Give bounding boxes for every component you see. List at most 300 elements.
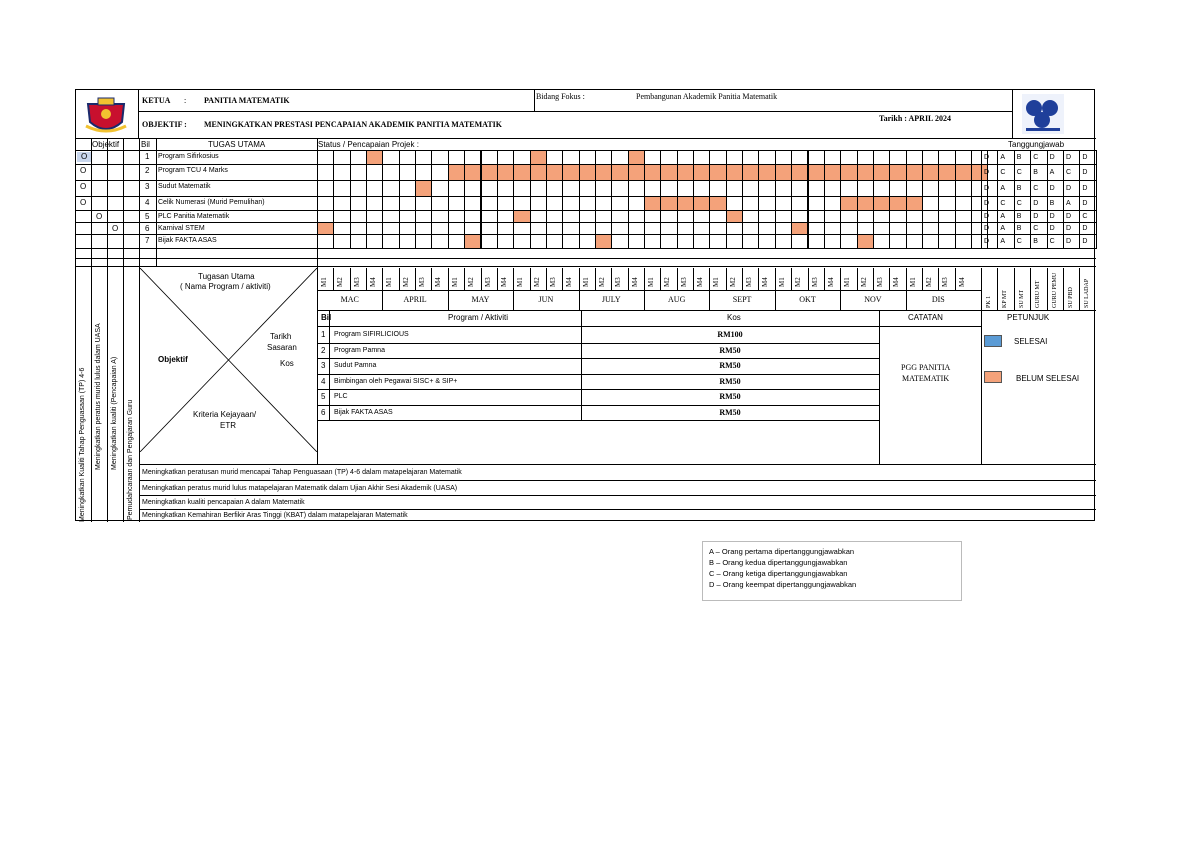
- week-label: M1: [647, 277, 655, 287]
- cost-bil: 6: [321, 407, 326, 417]
- responsibility-cell: D: [1063, 180, 1080, 197]
- diagram-objektif: Objektif: [158, 355, 188, 364]
- responsibility-cell: D: [1079, 196, 1096, 211]
- responsibility-cell: B: [1014, 222, 1031, 235]
- task-name: Sudut Matematik: [158, 183, 211, 190]
- timeline-cell: [530, 180, 547, 197]
- task-name: Program Sifirkosius: [158, 153, 219, 160]
- task-bil: 6: [145, 224, 150, 233]
- timeline-cell: [857, 164, 874, 181]
- timeline-cell: [824, 196, 841, 211]
- timeline-cell: [889, 234, 906, 249]
- timeline-cell: [448, 164, 465, 181]
- week-label: M4: [630, 277, 639, 287]
- timeline-cell: [922, 150, 939, 165]
- legend-d: D – Orang keempat dipertanggungjawabkan: [709, 580, 857, 589]
- cost-program: Program SIFIRLICIOUS: [334, 331, 409, 338]
- belum-selesai-swatch: [984, 371, 1002, 383]
- timeline-cell: [579, 164, 596, 181]
- timeline-cell: [611, 234, 628, 249]
- timeline-cell: [955, 196, 972, 211]
- timeline-cell: [464, 150, 481, 165]
- timeline-cell: [497, 234, 514, 249]
- responsibility-cell: D: [981, 180, 998, 197]
- diagram-kos: Kos: [280, 359, 294, 368]
- timeline-cell: [415, 164, 432, 181]
- timeline-cell: [840, 164, 857, 181]
- task-bil: 1: [145, 152, 150, 161]
- timeline-cell: [857, 180, 874, 197]
- responsibility-cell: A: [1063, 196, 1080, 211]
- timeline-cell: [530, 150, 547, 165]
- week-label: M3: [483, 277, 492, 287]
- responsibility-cell: D: [1063, 210, 1080, 223]
- timeline-cell: [579, 150, 596, 165]
- timeline-cell: [595, 234, 612, 249]
- timeline-cell: [808, 164, 825, 181]
- week-label: M1: [581, 277, 590, 287]
- timeline-cell: [824, 150, 841, 165]
- timeline-cell: [922, 164, 939, 181]
- diagram-sasaran: Sasaran: [267, 343, 297, 352]
- role-label: KP MT: [1002, 290, 1009, 308]
- timeline-cell: [955, 164, 972, 181]
- week-label: M3: [875, 277, 884, 287]
- timeline-cell: [448, 180, 465, 197]
- timeline-cell: [317, 180, 334, 197]
- timeline-cell: [726, 180, 743, 197]
- responsibility-cell: D: [1063, 234, 1080, 249]
- responsibility-cell: D: [1079, 164, 1096, 181]
- week-label: M3: [745, 277, 754, 287]
- month-label: APRIL: [403, 295, 427, 304]
- timeline-cell: [546, 150, 563, 165]
- timeline-cell: [415, 180, 432, 197]
- month-label: MAY: [471, 295, 490, 304]
- ketua-label: KETUA: [142, 96, 171, 105]
- timeline-cell: [775, 150, 792, 165]
- responsibility-cell: D: [981, 234, 998, 249]
- timeline-cell: [906, 150, 923, 165]
- timeline-cell: [644, 180, 661, 197]
- timeline-cell: [906, 164, 923, 181]
- diagram-tugasan-1: Tugasan Utama: [198, 272, 255, 281]
- responsibility-cell: C: [1047, 234, 1064, 249]
- bidang-value: Pembangunan Akademik Panitia Matematik: [636, 92, 778, 101]
- timeline-cell: [579, 196, 596, 211]
- timeline-cell: [513, 150, 530, 165]
- timeline-cell: [693, 150, 710, 165]
- timeline-cell: [530, 196, 547, 211]
- timeline-cell: [579, 234, 596, 249]
- timeline-cell: [562, 164, 579, 181]
- timeline-cell: [546, 180, 563, 197]
- timeline-cell: [546, 196, 563, 211]
- timeline-cell: [808, 234, 825, 249]
- timeline-cell: [938, 150, 955, 165]
- timeline-cell: [660, 150, 677, 165]
- responsibility-cell: B: [1030, 164, 1047, 181]
- objektif-header: Objektif: [92, 140, 120, 149]
- timeline-cell: [938, 180, 955, 197]
- week-label: M1: [385, 277, 394, 287]
- timeline-cell: [415, 196, 432, 211]
- week-label: M1: [777, 277, 786, 287]
- responsibility-legend: [702, 541, 962, 601]
- status-header: Status / Pencapaian Projek :: [318, 140, 419, 149]
- timeline-cell: [709, 196, 726, 211]
- timeline-cell: [399, 234, 416, 249]
- responsibility-cell: D: [1047, 222, 1064, 235]
- task-bil: 7: [145, 236, 150, 245]
- timeline-cell: [399, 164, 416, 181]
- responsibility-cell: C: [1079, 210, 1096, 223]
- catatan-header: CATATAN: [908, 313, 943, 322]
- timeline-cell: [431, 196, 448, 211]
- responsibility-cell: D: [1079, 150, 1096, 165]
- role-label: GURU MT: [1035, 280, 1042, 308]
- month-label: JULY: [601, 295, 621, 304]
- cost-program-header: Program / Aktiviti: [448, 313, 509, 322]
- week-label: M2: [859, 277, 868, 287]
- timeline-cell: [644, 234, 661, 249]
- timeline-cell: [366, 180, 383, 197]
- responsibility-cell: D: [981, 222, 998, 235]
- timeline-cell: [775, 164, 792, 181]
- timeline-cell: [840, 150, 857, 165]
- responsibility-cell: C: [1030, 180, 1047, 197]
- timeline-cell: [709, 180, 726, 197]
- timeline-cell: [873, 234, 890, 249]
- objective-vertical-1: Meningkatkan Kualiti Tahap Penguasaan (TP) 4-6: [79, 367, 86, 522]
- legend-b: B – Orang kedua dipertanggungjawabkan: [709, 558, 848, 567]
- timeline-cell: [677, 150, 694, 165]
- planning-sheet: [75, 89, 1095, 521]
- timeline-cell: [873, 180, 890, 197]
- timeline-cell: [481, 196, 498, 211]
- role-label: SU PBD: [1068, 287, 1074, 308]
- cost-bil: 4: [321, 376, 326, 386]
- week-label: M2: [597, 277, 606, 287]
- week-label: M1: [908, 277, 917, 287]
- timeline-cell: [660, 234, 677, 249]
- objective-vertical-3: Meningkatkan kualiti (Pencapaian A): [111, 356, 118, 470]
- responsibility-cell: D: [1079, 234, 1096, 249]
- timeline-cell: [922, 180, 939, 197]
- timeline-cell: [382, 164, 399, 181]
- timeline-cell: [366, 150, 383, 165]
- responsibility-cell: D: [981, 210, 998, 223]
- timeline-cell: [464, 164, 481, 181]
- timeline-cell: [840, 196, 857, 211]
- task-bil: 3: [145, 182, 150, 191]
- task-bil: 4: [145, 198, 150, 207]
- timeline-cell: [595, 164, 612, 181]
- objective-vertical-2: Meningkatkan peratus murid lulus dalam UASA: [95, 323, 102, 470]
- responsibility-cell: D: [1047, 210, 1064, 223]
- timeline-cell: [513, 234, 530, 249]
- timeline-cell: [791, 180, 808, 197]
- responsibility-cell: A: [1047, 164, 1064, 181]
- timeline-cell: [775, 180, 792, 197]
- timeline-cell: [693, 196, 710, 211]
- timeline-cell: [628, 150, 645, 165]
- week-label: M3: [941, 277, 950, 287]
- timeline-cell: [677, 234, 694, 249]
- timeline-cell: [791, 150, 808, 165]
- ministry-logo-icon: [1022, 94, 1064, 134]
- cost-kos: RM50: [719, 345, 741, 355]
- week-label: M1: [712, 277, 721, 287]
- task-name: Bijak FAKTA ASAS: [158, 237, 217, 244]
- month-label: JUN: [538, 295, 554, 304]
- timeline-cell: [350, 150, 367, 165]
- timeline-cell: [775, 196, 792, 211]
- timeline-cell: [693, 164, 710, 181]
- timeline-cell: [333, 180, 350, 197]
- timeline-cell: [513, 196, 530, 211]
- timeline-cell: [350, 164, 367, 181]
- diagram-kriteria-1: Kriteria Kejayaan/: [193, 410, 257, 419]
- timeline-cell: [611, 180, 628, 197]
- timeline-cell: [906, 234, 923, 249]
- timeline-cell: [366, 164, 383, 181]
- timeline-cell: [464, 196, 481, 211]
- timeline-cell: [333, 234, 350, 249]
- week-label: M3: [548, 277, 557, 287]
- cost-bil: 1: [321, 330, 326, 339]
- timeline-cell: [366, 234, 383, 249]
- timeline-cell: [857, 234, 874, 249]
- role-label: GURU PEMU: [1051, 272, 1058, 308]
- task-objective-mark: O: [112, 224, 119, 233]
- timeline-cell: [955, 234, 972, 249]
- cost-bil: 2: [321, 345, 326, 355]
- timeline-cell: [644, 196, 661, 211]
- timeline-cell: [742, 234, 759, 249]
- timeline-cell: [448, 196, 465, 211]
- timeline-cell: [808, 180, 825, 197]
- timeline-cell: [808, 196, 825, 211]
- timeline-cell: [955, 150, 972, 165]
- tanggungjawab-header: Tanggungjawab: [1008, 140, 1065, 149]
- timeline-cell: [546, 234, 563, 249]
- timeline-cell: [546, 164, 563, 181]
- timeline-cell: [758, 150, 775, 165]
- timeline-cell: [481, 164, 498, 181]
- timeline-cell: [317, 196, 334, 211]
- timeline-cell: [448, 150, 465, 165]
- timeline-cell: [922, 234, 939, 249]
- cost-program: Bimbingan oleh Pegawai SISC+ & SIP+: [334, 377, 458, 385]
- timeline-cell: [481, 150, 498, 165]
- role-label: PK 1: [986, 295, 992, 308]
- timeline-cell: [595, 150, 612, 165]
- objective-row-4: Meningkatkan Kemahiran Berfikir Aras Tinggi (KBAT) dalam matapelajaran Matematik: [142, 512, 408, 519]
- timeline-cell: [824, 234, 841, 249]
- timeline-cell: [840, 180, 857, 197]
- timeline-cell: [464, 234, 481, 249]
- timeline-cell: [709, 164, 726, 181]
- school-crest-icon: [84, 96, 128, 136]
- timeline-cell: [317, 164, 334, 181]
- timeline-cell: [431, 164, 448, 181]
- responsibility-cell: B: [1014, 210, 1031, 223]
- timeline-cell: [709, 150, 726, 165]
- week-label: M2: [467, 277, 476, 287]
- timeline-cell: [415, 150, 432, 165]
- responsibility-cell: D: [981, 150, 998, 165]
- timeline-cell: [595, 196, 612, 211]
- week-label: M2: [336, 277, 345, 287]
- timeline-cell: [611, 164, 628, 181]
- responsibility-cell: C: [1014, 234, 1031, 249]
- responsibility-cell: A: [997, 210, 1014, 223]
- tugas-header: TUGAS UTAMA: [208, 140, 266, 149]
- timeline-cell: [350, 234, 367, 249]
- timeline-cell: [677, 164, 694, 181]
- timeline-cell: [742, 180, 759, 197]
- task-bil: 5: [145, 212, 150, 221]
- task-objective-mark: O: [80, 182, 87, 191]
- timeline-cell: [350, 196, 367, 211]
- task-objective-mark: O: [77, 152, 91, 162]
- timeline-cell: [857, 150, 874, 165]
- timeline-cell: [677, 180, 694, 197]
- petunjuk-header: PETUNJUK: [1007, 313, 1050, 322]
- timeline-cell: [464, 180, 481, 197]
- responsibility-cell: C: [1014, 196, 1031, 211]
- month-label: AUG: [668, 295, 686, 304]
- role-label: SU LADAP: [1084, 278, 1091, 308]
- timeline-cell: [726, 196, 743, 211]
- week-label: M4: [565, 277, 574, 287]
- timeline-cell: [726, 164, 743, 181]
- timeline-cell: [628, 180, 645, 197]
- catatan-value-2: MATEMATIK: [902, 374, 950, 383]
- timeline-cell: [481, 234, 498, 249]
- timeline-cell: [857, 196, 874, 211]
- timeline-cell: [530, 164, 547, 181]
- selesai-label: SELESAI: [1014, 337, 1048, 346]
- timeline-cell: [922, 196, 939, 211]
- week-label: M4: [826, 277, 835, 287]
- responsibility-cell: D: [981, 196, 998, 211]
- timeline-cell: [677, 196, 694, 211]
- timeline-cell: [726, 234, 743, 249]
- timeline-cell: [791, 164, 808, 181]
- timeline-cell: [431, 180, 448, 197]
- timeline-cell: [350, 180, 367, 197]
- responsibility-cell: D: [1079, 222, 1096, 235]
- diagram-tarikh: Tarikh: [270, 332, 292, 341]
- objective-row-3: Meningkatkan kualiti pencapaian A dalam Matematik: [142, 499, 305, 506]
- ketua-value: PANITIA MATEMATIK: [204, 96, 290, 105]
- responsibility-cell: B: [1047, 196, 1064, 211]
- task-name: Program TCU 4 Marks: [158, 167, 228, 174]
- task-name: PLC Panitia Matematik: [158, 213, 230, 220]
- timeline-cell: [497, 150, 514, 165]
- week-label: M2: [794, 277, 803, 287]
- responsibility-cell: C: [1030, 150, 1047, 165]
- cost-kos: RM50: [719, 376, 741, 386]
- task-name: Celik Numerasi (Murid Pemulihan): [158, 199, 265, 206]
- timeline-cell: [579, 180, 596, 197]
- selesai-swatch: [984, 335, 1002, 347]
- timeline-cell: [562, 180, 579, 197]
- cost-bil-header: Bil: [321, 313, 332, 322]
- timeline-cell: [758, 196, 775, 211]
- task-objective-mark: O: [80, 198, 87, 207]
- month-label: NOV: [864, 295, 882, 304]
- timeline-cell: [660, 180, 677, 197]
- objective-vertical-4: Pemudahcaraan dan Pengajaran Guru: [127, 399, 134, 520]
- timeline-cell: [317, 234, 334, 249]
- legend-a: A – Orang pertama dipertanggungjawabkan: [709, 547, 855, 556]
- timeline-cell: [938, 164, 955, 181]
- week-label: M2: [401, 277, 410, 287]
- belum-selesai-label: BELUM SELESAI: [1016, 374, 1080, 383]
- timeline-cell: [775, 234, 792, 249]
- timeline-cell: [742, 196, 759, 211]
- timeline-cell: [431, 150, 448, 165]
- cost-bil: 5: [321, 392, 326, 401]
- timeline-cell: [415, 234, 432, 249]
- timeline-cell: [628, 196, 645, 211]
- timeline-cell: [758, 180, 775, 197]
- timeline-cell: [431, 234, 448, 249]
- week-label: M1: [516, 277, 525, 287]
- timeline-cell: [562, 234, 579, 249]
- timeline-cell: [497, 196, 514, 211]
- responsibility-cell: C: [1063, 164, 1080, 181]
- timeline-cell: [644, 150, 661, 165]
- timeline-cell: [595, 180, 612, 197]
- week-label: M3: [679, 277, 688, 287]
- timeline-cell: [791, 196, 808, 211]
- catatan-value-1: PGG PANITIA: [901, 363, 951, 372]
- timeline-cell: [758, 164, 775, 181]
- timeline-cell: [497, 164, 514, 181]
- month-label: OKT: [799, 295, 816, 304]
- responsibility-cell: D: [1047, 180, 1064, 197]
- ketua-colon: :: [184, 96, 187, 105]
- month-label: MAC: [340, 295, 359, 304]
- timeline-cell: [709, 234, 726, 249]
- week-label: M3: [352, 277, 361, 287]
- week-label: M1: [320, 277, 328, 287]
- week-label: M4: [499, 277, 508, 287]
- timeline-cell: [758, 234, 775, 249]
- responsibility-cell: B: [1014, 180, 1031, 197]
- cost-program: Sudut Pamna: [334, 362, 377, 369]
- responsibility-cell: A: [997, 234, 1014, 249]
- timeline-cell: [448, 234, 465, 249]
- cost-kos: RM50: [719, 392, 741, 401]
- responsibility-cell: A: [997, 150, 1014, 165]
- timeline-cell: [742, 150, 759, 165]
- timeline-cell: [399, 150, 416, 165]
- week-label: M2: [663, 277, 672, 287]
- responsibility-cell: C: [1014, 164, 1031, 181]
- responsibility-cell: D: [1047, 150, 1064, 165]
- timeline-cell: [906, 180, 923, 197]
- week-label: M1: [450, 277, 459, 287]
- objektif-value: MENINGKATKAN PRESTASI PENCAPAIAN AKADEMIK PANITIA MATEMATIK: [204, 120, 503, 129]
- timeline-cell: [333, 150, 350, 165]
- legend-c: C – Orang ketiga dipertanggungjawabkan: [709, 569, 848, 578]
- week-label: M4: [892, 277, 901, 287]
